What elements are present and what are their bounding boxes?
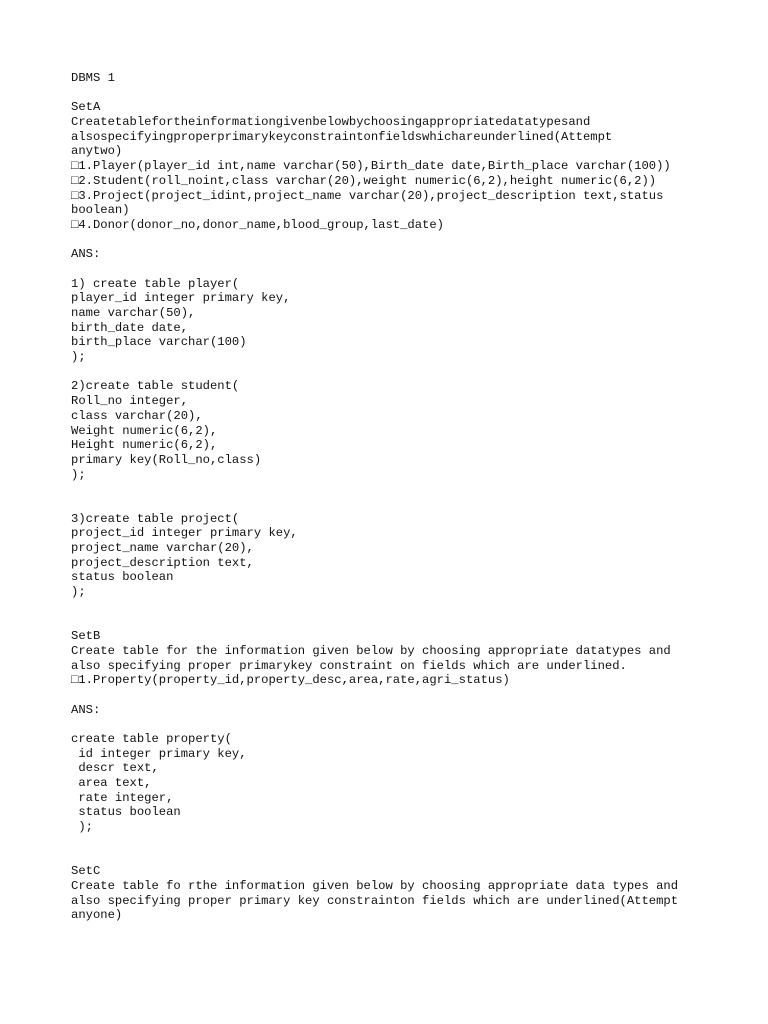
code-line: );: [71, 820, 93, 835]
answer-project-code: [71, 512, 731, 600]
code-line: class varchar(20),: [71, 408, 203, 423]
answer-student-code: [71, 379, 731, 482]
spacer: [71, 835, 731, 850]
code-line: birth_place varchar(100): [71, 335, 247, 350]
set-b-question: □1.Property(property_id,property_desc,area,rate,agri_status): [71, 673, 510, 688]
code-line: create table property(: [71, 731, 232, 746]
code-line: 3)create table project(: [71, 511, 240, 526]
set-a-instruction-line: Createtablefortheinformationgivenbelowbychoosingappropriatedatatypesand: [71, 115, 591, 130]
spacer: [71, 849, 731, 864]
spacer: [71, 482, 731, 497]
code-line: );: [71, 467, 86, 482]
set-a-question: □3.Project(project_idint,project_name varchar(20),project_description text,status: [71, 188, 664, 203]
code-line: birth_date date,: [71, 320, 189, 335]
set-a-question: □1.Player(player_id int,name varchar(50),Birth_date date,Birth_place varchar(100)): [71, 159, 671, 174]
answer-player-code: [71, 277, 731, 365]
spacer: [71, 600, 731, 615]
code-line: rate integer,: [71, 790, 174, 805]
code-line: Weight numeric(6,2),: [71, 423, 218, 438]
set-a-section: [71, 100, 731, 599]
code-line: );: [71, 585, 86, 600]
set-c-heading: SetC: [71, 864, 101, 879]
set-a-instruction-line: alsospecifyingproperprimarykeyconstraintonfieldswhichareunderlined(Attempt: [71, 129, 613, 144]
code-line: primary key(Roll_no,class): [71, 452, 262, 467]
set-a-question: □2.Student(roll_noint,class varchar(20),weight numeric(6,2),height numeric(6,2)): [71, 173, 657, 188]
spacer: [71, 233, 731, 248]
set-a-instruction-line: anytwo): [71, 144, 123, 159]
set-b-instruction-line: Create table for the information given below by choosing appropriate datatypes and: [71, 643, 671, 658]
set-c-instruction-line: anyone): [71, 908, 123, 923]
spacer: [71, 365, 731, 380]
spacer: [71, 86, 731, 101]
code-line: );: [71, 350, 86, 365]
code-line: status boolean: [71, 805, 181, 820]
set-b-section: [71, 629, 731, 835]
spacer: [71, 717, 731, 732]
set-b-instruction-line: also specifying proper primarykey constraint on fields which are underlined.: [71, 658, 627, 673]
code-line: Height numeric(6,2),: [71, 438, 218, 453]
code-line: project_description text,: [71, 555, 254, 570]
set-a-question: boolean): [71, 203, 130, 218]
set-a-heading: SetA: [71, 100, 101, 115]
set-c-section: [71, 864, 731, 923]
code-line: descr text,: [71, 761, 159, 776]
answer-property-code: [71, 732, 731, 835]
code-line: area text,: [71, 776, 152, 790]
spacer: [71, 614, 731, 629]
code-line: project_name varchar(20),: [71, 541, 254, 555]
code-line: status boolean: [71, 570, 174, 585]
code-line: id integer primary key,: [71, 746, 247, 761]
set-b-ans-label: ANS:: [71, 702, 101, 717]
code-line: 2)create table student(: [71, 379, 240, 394]
code-line: Roll_no integer,: [71, 394, 189, 409]
set-b-heading: SetB: [71, 629, 101, 644]
spacer: [71, 688, 731, 703]
code-line: 1) create table player(: [71, 276, 240, 291]
set-a-ans-label: ANS:: [71, 247, 101, 262]
code-line: name varchar(50),: [71, 306, 196, 320]
code-line: project_id integer primary key,: [71, 526, 298, 541]
set-c-instruction-line: also specifying proper primary key constrainton fields which are underlined(Attempt: [71, 893, 679, 908]
spacer: [71, 262, 731, 277]
document-title: DBMS 1: [71, 71, 115, 85]
set-a-question: □4.Donor(donor_no,donor_name,blood_group,last_date): [71, 217, 444, 232]
set-c-instruction-line: Create table fo rthe information given below by choosing appropriate data types and: [71, 878, 679, 893]
spacer: [71, 497, 731, 512]
document-body: [71, 71, 731, 923]
code-line: player_id integer primary key,: [71, 291, 291, 306]
